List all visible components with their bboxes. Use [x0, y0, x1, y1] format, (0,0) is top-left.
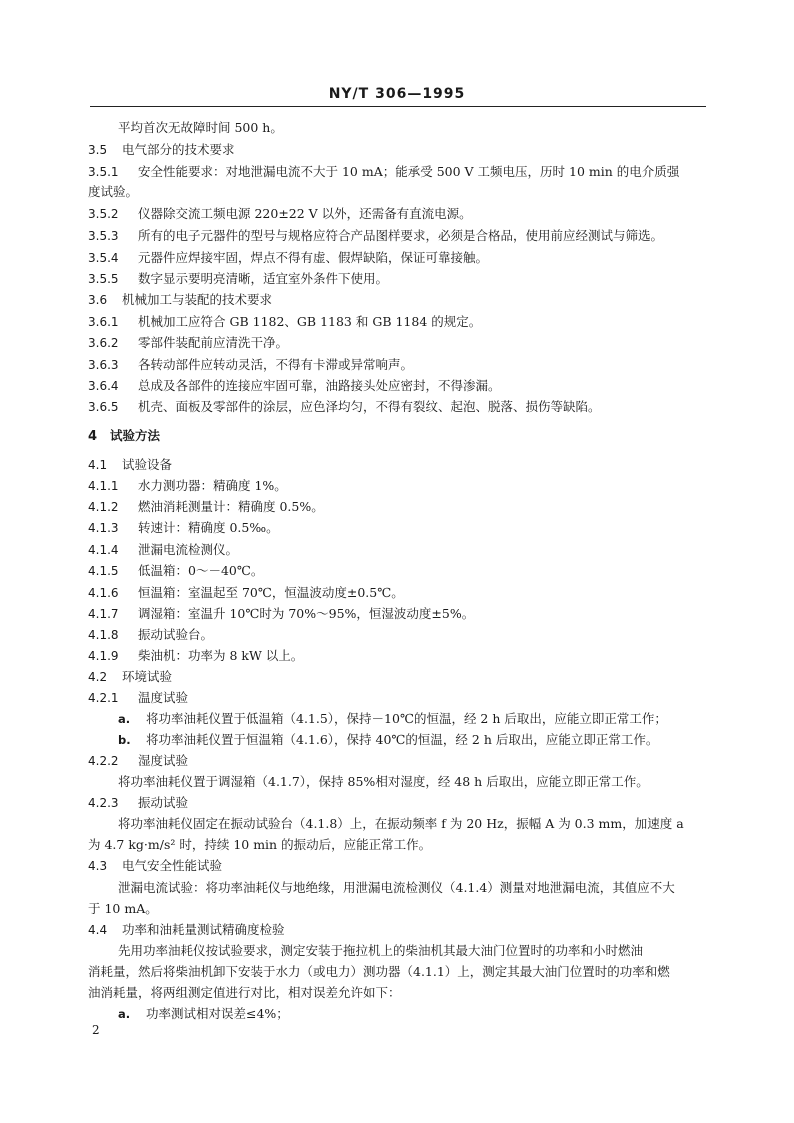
- text-line: 为 4.7 kg·m/s² 时，持续 10 min 的振动后，应能正常工作。: [88, 837, 432, 852]
- chapter-heading: 4 试验方法: [88, 428, 161, 444]
- clause-line: 4.1.9 柴油机：功率为 8 kW 以上。: [88, 648, 304, 663]
- clause-line: 3.5.5 数字显示要明亮清晰，适宜室外条件下使用。: [88, 271, 389, 286]
- clause-line: 3.5.3 所有的电子元器件的型号与规格应符合产品图样要求，必须是合格品，使用前应经测试与筛选。: [88, 228, 664, 243]
- clause-line: 3.5.1 安全性能要求：对地泄漏电流不大于 10 mA；能承受 500 V 工频电压，历时 10 min 的电介质强: [88, 164, 680, 179]
- section-heading: 4.2 环境试验: [88, 669, 173, 684]
- clause-line: 4.2.2 湿度试验: [88, 753, 189, 768]
- clause-line: 4.1.4 泄漏电流检测仪。: [88, 542, 239, 557]
- clause-line: 4.1.6 恒温箱：室温起至 70℃，恒温波动度±0.5℃。: [88, 585, 404, 600]
- text-line: 泄漏电流试验：将功率油耗仪与地绝缘，用泄漏电流检测仪（4.1.4）测量对地泄漏电流，其值应不大: [118, 880, 675, 895]
- document-number-header: NY/T 306—1995: [328, 86, 466, 102]
- clause-line: 3.5.4 元器件应焊接牢固，焊点不得有虚、假焊缺陷，保证可靠接触。: [88, 250, 489, 265]
- clause-line: 3.6.2 零部件装配前应清洗干净。: [88, 335, 289, 350]
- text-line: 度试验。: [88, 184, 139, 199]
- text-line: 平均首次无故障时间 500 h。: [118, 120, 283, 135]
- clause-line: 3.5.2 仪器除交流工频电源 220±22 V 以外，还需备有直流电源。: [88, 206, 472, 221]
- clause-line: 4.1.7 调湿箱：室温升 10℃时为 70%～95%，恒湿波动度±5%。: [88, 606, 475, 621]
- section-heading: 4.1 试验设备: [88, 457, 173, 472]
- clause-line: 3.6.3 各转动部件应转动灵活，不得有卡滞或异常响声。: [88, 357, 414, 372]
- header-rule: [90, 106, 706, 107]
- clause-line: 3.6.5 机壳、面板及零部件的涂层，应色泽均匀，不得有裂纹、起泡、脱落、损伤等缺陷。: [88, 399, 601, 414]
- section-heading: 3.6 机械加工与装配的技术要求: [88, 292, 273, 307]
- list-item: b. 将功率油耗仪置于恒温箱（4.1.6），保持 40℃的恒温，经 2 h 后取出，应能立即正常工作。: [118, 732, 659, 747]
- section-heading: 3.5 电气部分的技术要求: [88, 142, 235, 157]
- clause-line: 4.1.8 振动试验台。: [88, 627, 214, 642]
- text-line: 于 10 mA。: [88, 901, 158, 916]
- text-line: 油消耗量，将两组测定值进行对比，相对误差允许如下：: [88, 985, 401, 1000]
- list-item: a. 将功率油耗仪置于低温箱（4.1.5），保持－10℃的恒温，经 2 h 后取出，应能立即正常工作；: [118, 711, 667, 726]
- clause-line: 3.6.1 机械加工应符合 GB 1182、GB 1183 和 GB 1184 的规定。: [88, 314, 482, 329]
- page-number: 2: [92, 1023, 100, 1037]
- section-heading: 4.4 功率和油耗量测试精确度检验: [88, 922, 285, 937]
- text-line: 将功率油耗仪置于调湿箱（4.1.7），保持 85%相对湿度，经 48 h 后取出，应能立即正常工作。: [118, 774, 649, 789]
- clause-line: 4.1.1 水力测功器：精确度 1%。: [88, 478, 287, 493]
- clause-line: 4.2.1 温度试验: [88, 690, 189, 705]
- clause-line: 4.1.3 转速计：精确度 0.5‰。: [88, 520, 279, 535]
- text-line: 消耗量，然后将柴油机卸下安装于水力（或电力）测功器（4.1.1）上，测定其最大油门位置时的功率和燃: [88, 964, 670, 979]
- clause-line: 3.6.4 总成及各部件的连接应牢固可靠，油路接头处应密封，不得渗漏。: [88, 378, 501, 393]
- text-line: 将功率油耗仪固定在振动试验台（4.1.8）上，在振动频率 f 为 20 Hz，振幅 A 为 0.3 mm，加速度 a: [118, 816, 684, 831]
- clause-line: 4.1.5 低温箱：0～－40℃。: [88, 563, 264, 578]
- clause-line: 4.2.3 振动试验: [88, 795, 189, 810]
- section-heading: 4.3 电气安全性能试验: [88, 858, 223, 873]
- text-line: 先用功率油耗仪按试验要求，测定安装于拖拉机上的柴油机其最大油门位置时的功率和小时燃油: [118, 943, 644, 958]
- clause-line: 4.1.2 燃油消耗测量计：精确度 0.5%。: [88, 499, 324, 514]
- list-item: a. 功率测试相对误差≤4%；: [118, 1006, 289, 1021]
